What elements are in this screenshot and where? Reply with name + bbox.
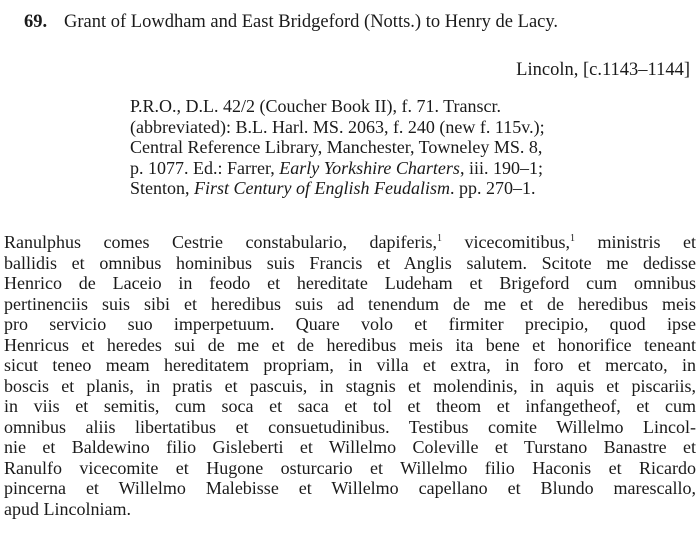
sources-line: Central Reference Library, Manchester, Towneley MS. 8,	[130, 137, 543, 157]
charter-line: Ranulfo vicecomite et Hugone osturcario et Willelmo filio Haconis et Ricardo	[4, 457, 696, 478]
charter-line: nie et Baldewino filio Gisleberti et Willelmo Coleville et Turstano Banastre et	[4, 437, 696, 457]
sources-block	[130, 96, 690, 199]
charter-text-run: Ranulphus comes Cestrie constabulario, dapiferis,	[4, 232, 437, 252]
sources-line: (abbreviated): B.L. Harl. MS. 2063, f. 240 (new f. 115v.);	[130, 116, 545, 137]
charter-line: Henrico de Laceio in feodo et hereditate Ludeham et Brigeford cum omnibus	[4, 273, 696, 293]
charter-text	[4, 232, 696, 519]
charter-text-run: ministris et	[574, 232, 696, 252]
sources-italic-title: Early Yorkshire Charters	[279, 157, 460, 178]
charter-line: boscis et planis, in pratis et pascuis, in stagnis et molendinis, in aquis et piscariis,	[4, 375, 696, 396]
footnote-marker: 1	[436, 233, 442, 244]
sources-text: . pp. 270–1.	[450, 178, 536, 198]
charter-heading	[24, 12, 694, 33]
charter-number: 69.	[24, 12, 48, 32]
sources-text: p. 1077. Ed.: Farrer,	[130, 157, 275, 178]
charter-line: sicut teneo meam hereditatem propriam, in villa et extra, in foro et mercato, in	[4, 355, 696, 375]
charter-line: pro servicio suo imperpetuum. Quare volo et firmiter precipio, quod ipse	[4, 314, 696, 334]
footnote-marker: 1	[569, 233, 575, 244]
sources-text: , iii. 190–1;	[459, 157, 543, 178]
charter-line	[4, 232, 696, 253]
charter-line: pertinenciis suis sibi et heredibus suis ad tenendum de me et de heredibus meis	[4, 293, 696, 314]
place-date-line: Lincoln, [c.1143–1144]	[516, 60, 690, 80]
sources-text: Stenton,	[130, 178, 190, 198]
sources-line	[130, 158, 690, 179]
sources-italic-title: First Century of English Feudalism	[194, 178, 451, 198]
charter-line: in viis et semitis, cum soca et saca et tol et theom et infangetheof, et cum	[4, 396, 696, 416]
charter-line: omnibus aliis libertatibus et consuetudinibus. Testibus comite Willelmo Lincol-	[4, 416, 696, 437]
charter-line: pincerna et Willelmo Malebisse et Willelmo capellano et Blundo marescallo,	[4, 478, 696, 498]
charter-line: apud Lincolniam.	[4, 498, 131, 519]
charter-text-run: vicecomitibus,	[441, 232, 570, 252]
sources-line: P.R.O., D.L. 42/2 (Coucher Book II), f. 71. Transcr.	[130, 96, 501, 116]
charter-title: Grant of Lowdham and East Bridgeford (Notts.) to Henry de Lacy.	[64, 12, 559, 32]
charter-line: Henricus et heredes sui de me et de heredibus meis ita bene et honorifice teneant	[4, 334, 696, 355]
sources-line	[130, 178, 690, 199]
charter-line: ballidis et omnibus hominibus suis Francis et Anglis salutem. Scitote me dedisse	[4, 252, 696, 273]
